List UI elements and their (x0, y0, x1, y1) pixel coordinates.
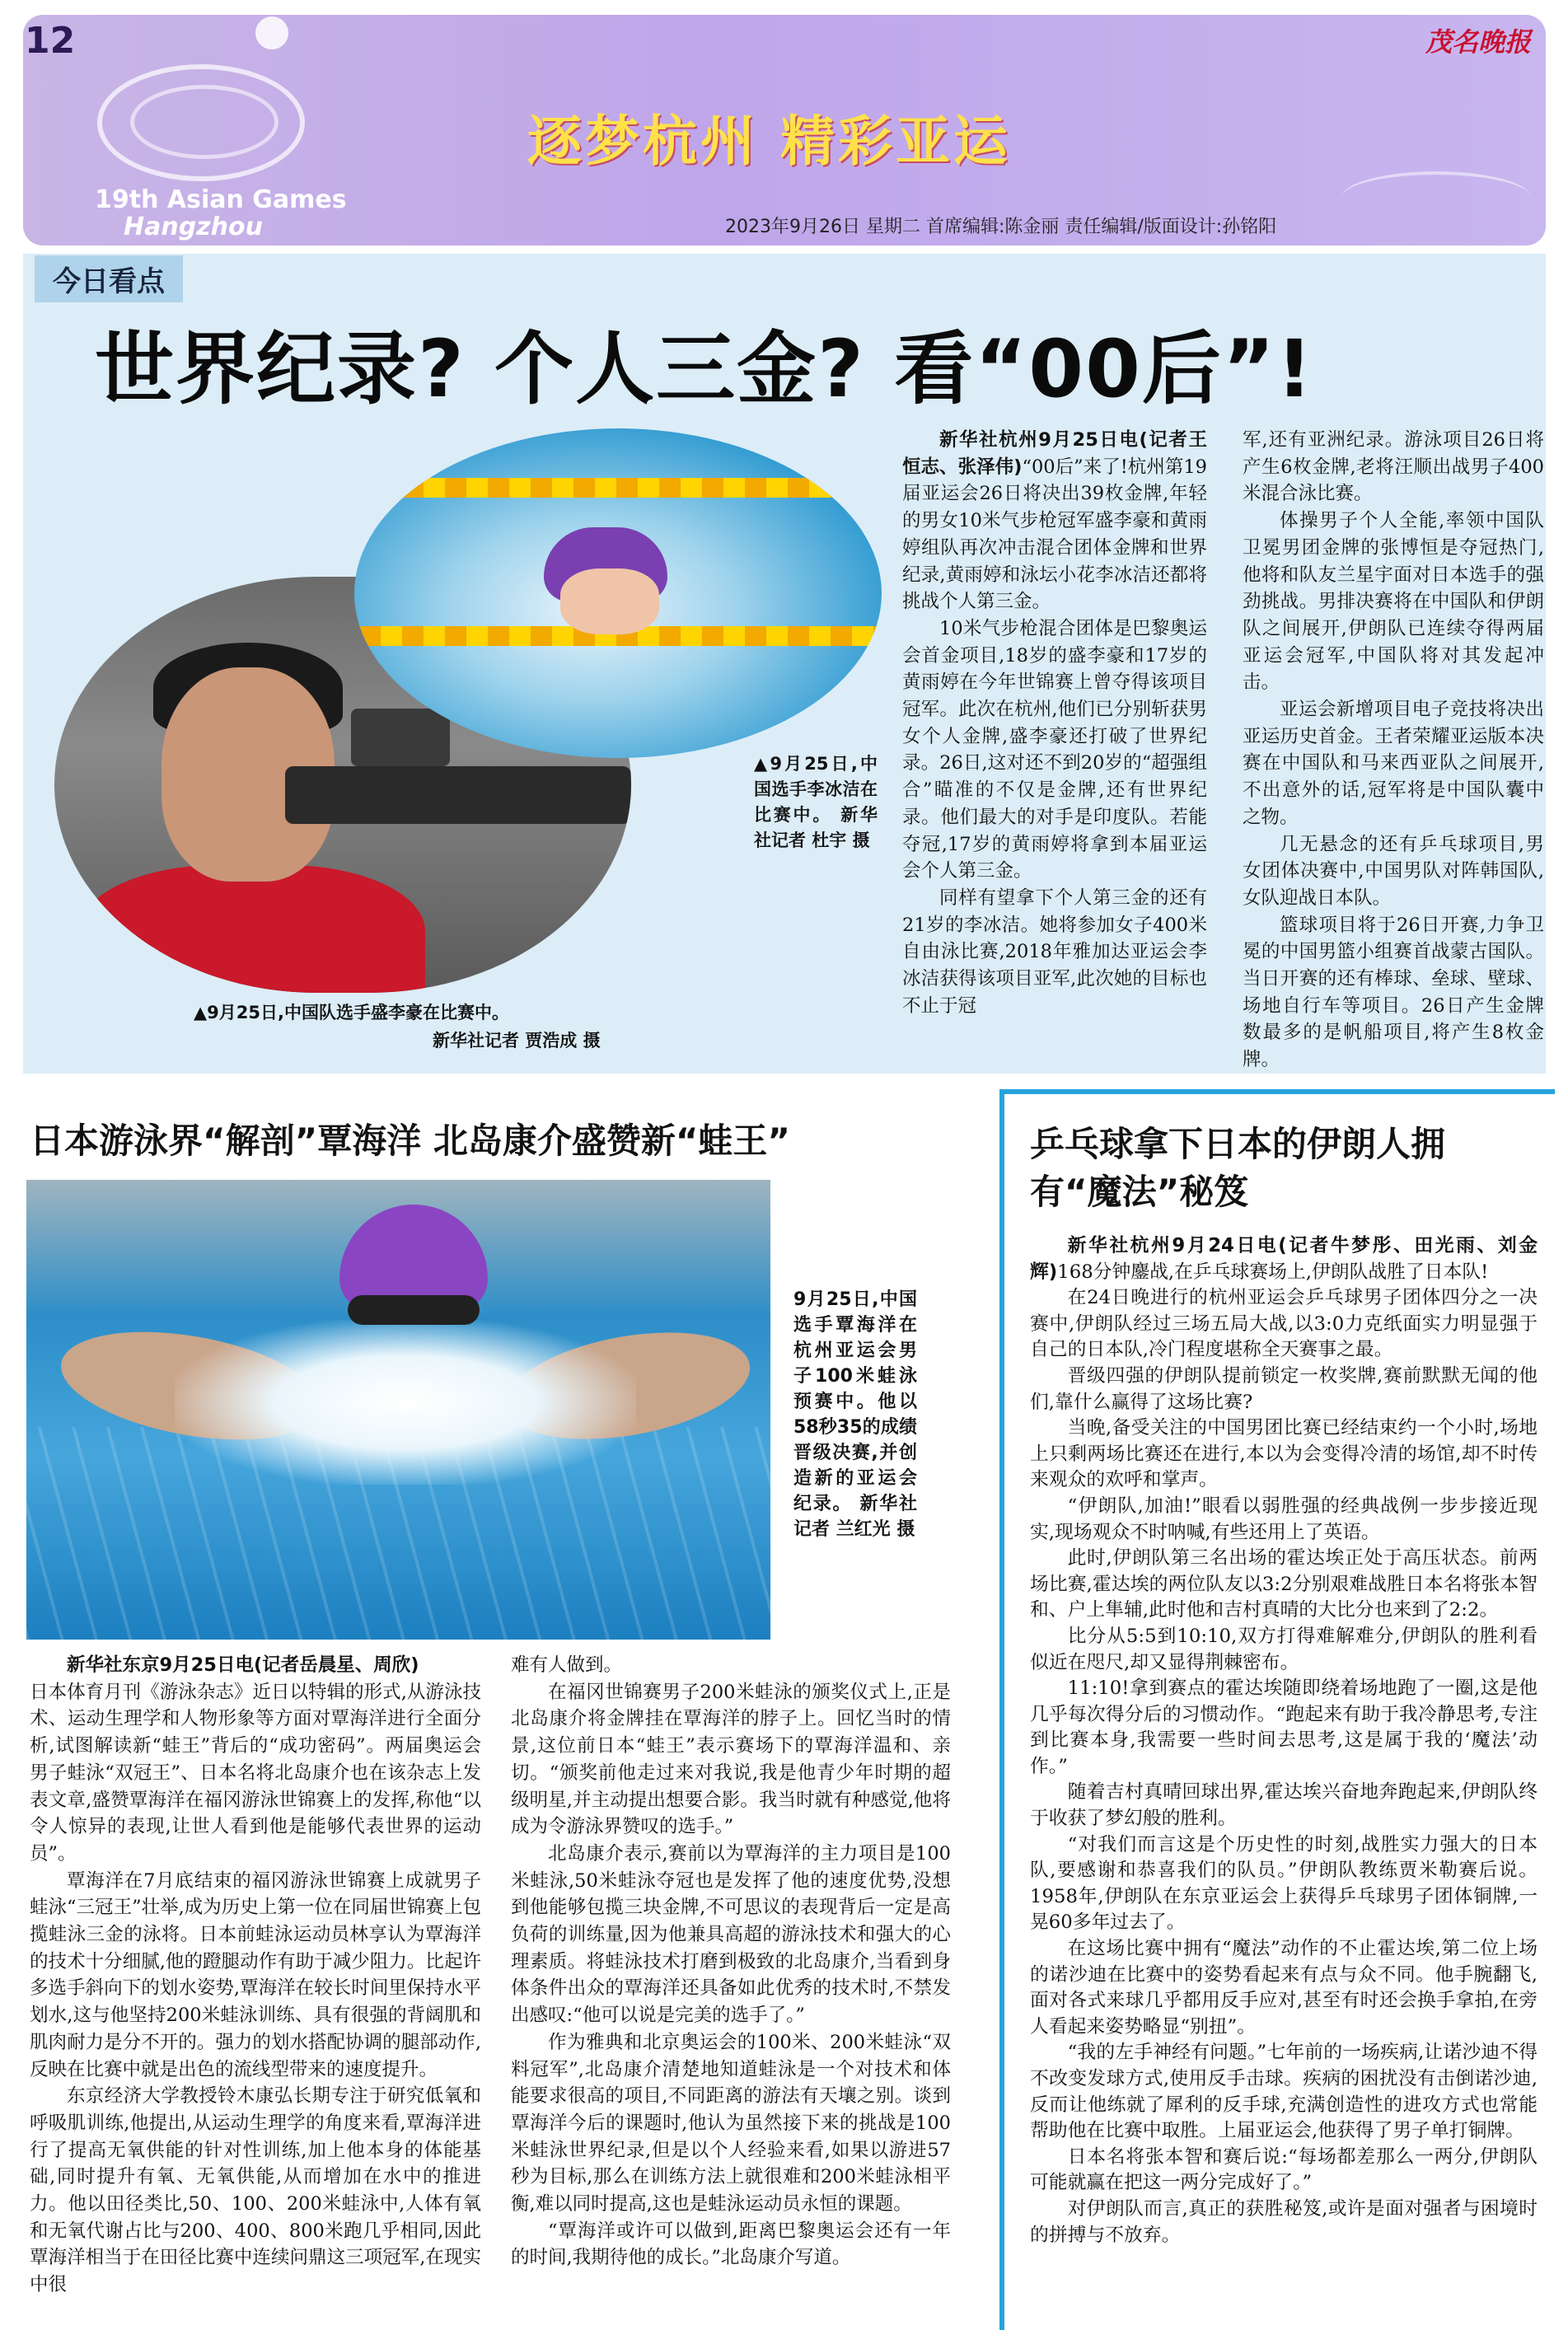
story3-column (1030, 1233, 1538, 2248)
story3-paragraph: 此时,伊朗队第三名出场的霍达埃正处于高压状态。前两场比赛,霍达埃的两位队友以3:2分别艰难战胜日本名将张本智和、户上隼辅,此时他和吉村真晴的大比分也来到了2:2。 (1030, 1547, 1538, 1621)
story3-paragraph: 在这场比赛中拥有“魔法”动作的不止霍达埃,第二位上场的诺沙迪在比赛中的姿势看起来有点与众不同。他手腕翻飞,面对各式来球几乎都用反手应对,甚至有时还会换手拿拍,在旁人看起来姿势略显“别扭”。 (1030, 1938, 1538, 2038)
shoot-caption-line: ▲9月25日,中国队选手盛李豪在比赛中。 (194, 1003, 509, 1022)
feature-tag: 今日看点 (35, 255, 183, 302)
story3-paragraph: “我的左手神经有问题。”七年前的一场疾病,让诺沙迪不得不改变发球方式,使用反手击球。疾病的困扰没有击倒诺沙迪,反而让他练就了犀利的反手球,充满创造性的进攻方式也常能帮助他在比赛中取胜。上届亚运会,他获得了男子单打铜牌。 (1030, 2042, 1538, 2142)
story2-paragraph: 在福冈世锦赛男子200米蛙泳的颁奖仪式上,正是北岛康介将金牌挂在覃海洋的脖子上。回忆当时的情景,这位前日本“蛙王”表示赛场下的覃海洋温和、亲切。“颁奖前他走过来对我说,我是他青少年时期的超级明星,并主动提出想要合影。我当时就有种感觉,他将成为令游泳界赞叹的选手。” (511, 1681, 951, 1838)
feature-column-2 (1243, 427, 1544, 1074)
story3-paragraph: “对我们而言这是个历史性的时刻,战胜实力强大的日本队,要感谢和恭喜我们的队员。”伊朗队教练贾米勒赛后说。1958年,伊朗队在东京亚运会上获得乒乓球男子团体铜牌,一晃60多年过去了。 (1030, 1833, 1538, 1934)
edition-info: 2023年9月26日 星期二 首席编辑:陈金丽 责任编辑/版面设计:孙铭阳 (725, 217, 1277, 237)
shoot-photo-caption (194, 999, 639, 1055)
section-slogan: 逐梦杭州 精彩亚运 (527, 110, 1011, 173)
story3-byline: 新华社杭州9月24日电(记者牛梦彤、田光雨、刘金辉) (1030, 1235, 1538, 1283)
story2-photo-caption: 9月25日,中国选手覃海洋在杭州亚运会男子100米蛙泳预赛中。他以58秒35的成绩晋级决赛,并创造新的亚运会纪录。 新华社记者 兰红光 摄 (793, 1289, 917, 1540)
swimmer-face (560, 568, 659, 634)
page-number: 12 (25, 20, 76, 62)
water-splash (175, 1320, 636, 1485)
swim-photo-caption: ▲9月25日,中国选手李冰洁在比赛中。 新华社记者 杜宇 摄 (754, 754, 878, 850)
story2-column-2 (511, 1652, 951, 2272)
story2-byline: 新华社东京9月25日电(记者岳晨星、周欣) (67, 1654, 419, 1676)
story3-paragraph: 日本名将张本智和赛后说:“每场都差那么一两分,伊朗队可能就赢在把这一两分完成好了。” (1030, 2145, 1538, 2194)
feature-lead (902, 427, 1207, 615)
masthead-logo: 茂名晚报 (1425, 26, 1532, 58)
feature-paragraph: 亚运会新增项目电子竞技将决出亚运历史首金。王者荣耀亚运版本决赛在中国队和马来西亚队之间展开,不出意外的话,冠军将是中国队囊中之物。 (1243, 699, 1544, 828)
story3-lead (1030, 1233, 1538, 1285)
rifle-icon (285, 766, 631, 824)
story2-paragraph: 东京经济大学教授铃木康弘长期专注于研究低氧和呼吸肌训练,他提出,从运动生理学的角度来看,覃海洋进行了提高无氧供能的针对性训练,加上他本身的体能基础,同时提升有氧、无氧供能,从而增加在水中的推进力。他以田径类比,50、100、200米蛙泳中,人体有氧和无氧代谢占比与200、400、800米跑几乎相同,因此覃海洋相当于在田径比赛中连续问鼎这三项冠军,在现实中很 (30, 2085, 481, 2296)
feature-paragraph: 篮球项目将于26日开赛,力争卫冕的中国男篮小组赛首战蒙古国队。当日开赛的还有棒球、垒球、壁球、场地自行车等项目。26日产生金牌数最多的是帆船项目,将产生8枚金牌。 (1243, 914, 1544, 1071)
games-name: 19th Asian Games (95, 185, 347, 214)
story3-paragraph: 当晚,备受关注的中国男团比赛已经结束约一个小时,场地上只剩两场比赛还在进行,本以为会变得冷清的场馆,却不时传来观众的欢呼和掌声。 (1030, 1417, 1538, 1491)
story2-paragraph: 覃海洋在7月底结束的福冈游泳世锦赛上成就男子蛙泳“三冠王”壮举,成为历史上第一位在同届世锦赛上包揽蛙泳三金的泳将。日本前蛙泳运动员林享认为覃海洋的技术十分细腻,他的蹬腿动作有助于减少阻力。比起许多选手斜向下的划水姿势,覃海洋在较长时间里保持水平划水,这与他坚持200米蛙泳训练、具有很强的背阔肌和肌肉耐力是分不开的。强力的划水搭配协调的腿部动作,反映在比赛中就是出色的流线型带来的速度提升。 (30, 1869, 481, 2080)
games-city: Hangzhou (124, 213, 263, 241)
goggles-icon (348, 1295, 480, 1325)
story2-paragraph: 日本体育月刊《游泳杂志》近日以特辑的形式,从游泳技术、运动生理学和人物形象等方面对覃海洋进行全面分析,试图解读新“蛙王”背后的“成功密码”。两届奥运会男子蛙泳“双冠王”、日本名将北岛康介也在该杂志上发表文章,盛赞覃海洋在福冈游泳世锦赛上的发挥,称他“以令人惊异的表现,让世人看到他是能够代表世界的运动员”。 (30, 1681, 481, 1864)
story3-paragraph: 比分从5:5到10:10,双方打得难解难分,伊朗队的胜利看似近在咫尺,却又显得荆棘密布。 (1030, 1625, 1538, 1673)
feature-paragraph: 军,还有亚洲纪录。游泳项目26日将产生6枚金牌,老将汪顺出战男子400米混合泳比赛。 (1243, 429, 1544, 505)
story3-paragraph: 168分钟鏖战,在乒乓球赛场上,伊朗队战胜了日本队! (1057, 1261, 1489, 1283)
breaststroke-photo (26, 1180, 770, 1640)
lane-rope (354, 478, 882, 498)
games-logo-ring-icon (130, 85, 278, 159)
story3-paragraph: 在24日晚进行的杭州亚运会乒乓球男子团体四分之一决赛中,伊朗队经过三场五局大战,以3:0力克纸面实力明显强于自己的日本队,冷门程度堪称全天赛事之最。 (1030, 1287, 1538, 1361)
story3-paragraph: 随着吉村真晴回球出界,霍达埃兴奋地奔跑起来,伊朗队终于收获了梦幻般的胜利。 (1030, 1781, 1538, 1830)
feature-paragraph: 几无悬念的还有乒乓球项目,男女团体决赛中,中国男队对阵韩国队,女队迎战日本队。 (1243, 833, 1544, 909)
story2-paragraph: “覃海洋或许可以做到,距离巴黎奥运会还有一年的时间,我期待他的成长。”北岛康介写道。 (511, 2220, 951, 2269)
story2-column-1 (30, 1652, 481, 2299)
feature-paragraph: 10米气步枪混合团体是巴黎奥运会首金项目,18岁的盛李豪和17岁的黄雨婷在今年世锦赛上曾夺得该项目冠军。此次在杭州,他们已分别斩获男女个人金牌,盛李豪还打破了世界纪录。26日,这对还不到20岁的“超强组合”瞄准的不仅是金牌,还有世界纪录。他们最大的对手是印度队。若能夺冠,17岁的黄雨婷将拿到本届亚运会个人第三金。 (902, 617, 1207, 882)
decorative-wave-icon (1341, 171, 1531, 224)
feature-paragraph: “00后”来了!杭州第19届亚运会26日将决出39枚金牌,年轻的男女10米气步枪冠军盛李豪和黄雨婷组队再次冲击混合团体金牌和世界纪录,黄雨婷和泳坛小花李冰洁还都将挑战个人第三金。 (902, 456, 1207, 613)
story3-paragraph: 对伊朗队而言,真正的获胜秘笈,或许是面对强者与困境时的拼搏与不放弃。 (1030, 2197, 1538, 2246)
shoot-caption-credit: 新华社记者 贾浩成 摄 (433, 1031, 601, 1050)
story3-title: 乒乓球拿下日本的伊朗人拥有“魔法”秘笈 (1030, 1124, 1446, 1212)
story3-paragraph: “伊朗队,加油!”眼看以弱胜强的经典战例一步步接近现实,现场观众不时呐喊,有些还用上了英语。 (1030, 1495, 1538, 1543)
feature-byline: 新华社杭州9月25日电(记者王恒志、张泽伟) (902, 429, 1207, 478)
story2-byline-para (30, 1652, 481, 1679)
rifle-sight-icon (351, 709, 450, 766)
feature-column-1 (902, 427, 1207, 1019)
story2-paragraph: 作为雅典和北京奥运会的100米、200米蛙泳“双料冠军”,北岛康介清楚地知道蛙泳是一个对技术和体能要求很高的项目,不同距离的游法有天壤之别。谈到覃海洋今后的课题时,他认为虽然接下来的挑战是100米蛙泳世界纪录,但是以个人经验来看,如果以游进57秒为目标,那么在训练方法上就很难和200米蛙泳相平衡,难以同时提高,这也是蛙泳运动员永恒的课题。 (511, 2031, 951, 2215)
story3-paragraph: 11:10!拿到赛点的霍达埃随即绕着场地跑了一圈,这是他几乎每次得分后的习惯动作。“跑起来有助于我冷静思考,专注到比赛本身,我需要一些时间去思考,这是属于我的‘魔法’动作。” (1030, 1677, 1538, 1777)
sun-emblem-icon (255, 16, 288, 49)
story2-title: 日本游泳界“解剖”覃海洋 北岛康介盛赞新“蛙王” (30, 1121, 791, 1161)
story2-paragraph: 北岛康介表示,赛前以为覃海洋的主力项目是100米蛙泳,50米蛙泳夺冠也是发挥了他的速度优势,没想到他能够包揽三块金牌,不可思议的表现背后一定是高负荷的训练量,因为他兼具高超的游泳技术和强大的心理素质。将蛙泳技术打磨到极致的北岛康介,当看到身体条件出众的覃海洋还具备如此优秀的技术时,不禁发出感叹:“他可以说是完美的选手了。” (511, 1842, 951, 2027)
feature-paragraph: 同样有望拿下个人第三金的还有21岁的李冰洁。她将参加女子400米自由泳比赛,2018年雅加达亚运会李冰洁获得该项目亚军,此次她的目标也不止于冠 (902, 887, 1207, 1017)
swimmer-photo (354, 428, 882, 758)
feature-paragraph: 体操男子个人全能,率领中国队卫冕男团金牌的张博恒是夺冠热门,他将和队友兰星宇面对日本选手的强劲挑战。男排决赛将在中国队和伊朗队之间展开,伊朗队已连续夺得两届亚运会冠军,中国队将对其发起冲击。 (1243, 510, 1544, 694)
story3-paragraph: 晋级四强的伊朗队提前锁定一枚奖牌,赛前默默无闻的他们,靠什么赢得了这场比赛? (1030, 1364, 1538, 1413)
feature-headline: 世界纪录? 个人三金? 看“00后”! (95, 323, 1314, 415)
story2-paragraph: 难有人做到。 (511, 1654, 623, 1676)
photo-shirt (79, 865, 425, 993)
